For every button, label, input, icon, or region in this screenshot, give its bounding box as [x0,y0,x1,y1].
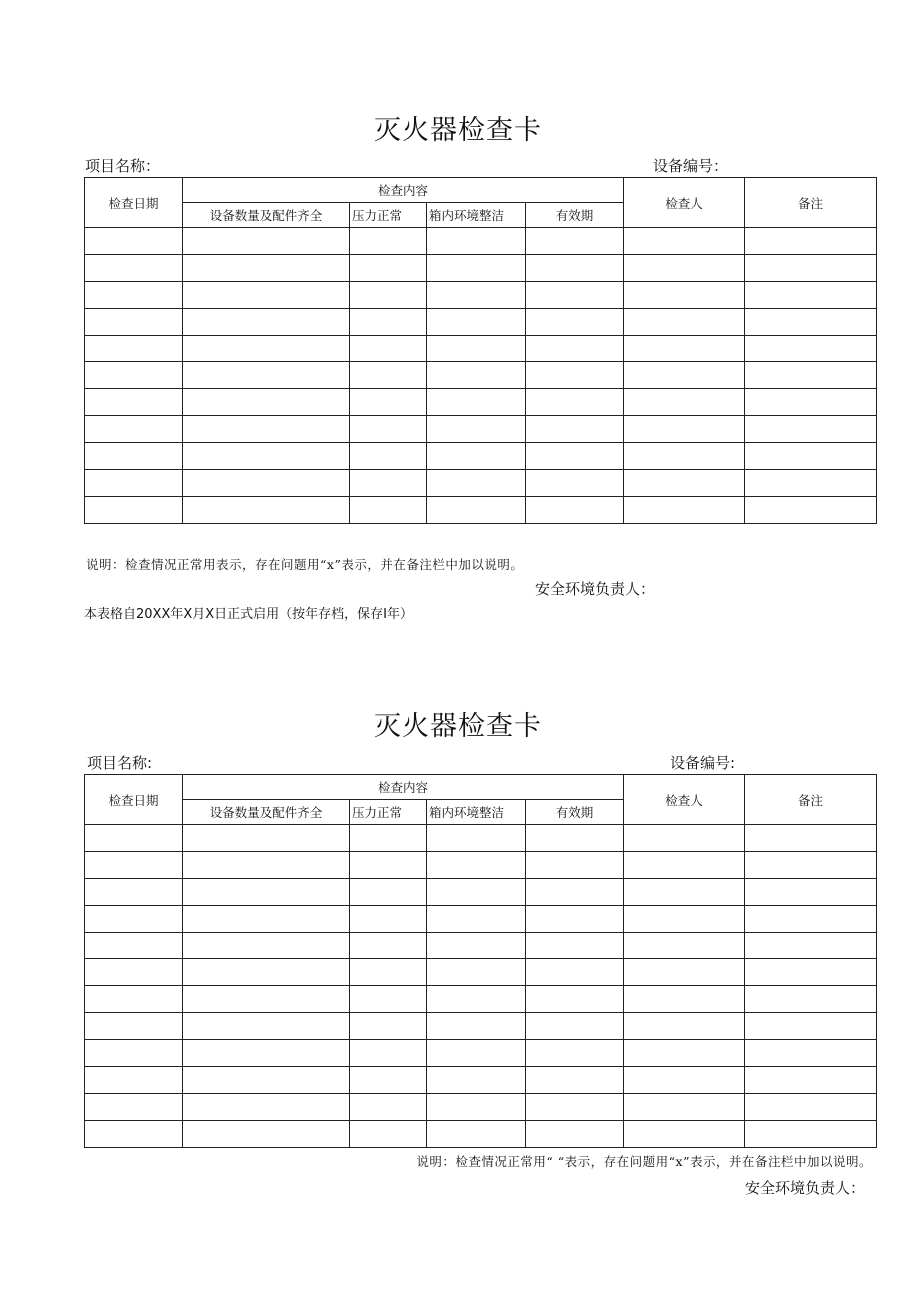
table-cell[interactable] [350,335,427,362]
table-cell[interactable] [427,362,526,389]
table-cell[interactable] [85,308,183,335]
table-cell[interactable] [526,335,624,362]
table-cell[interactable] [427,1120,526,1147]
table-cell[interactable] [745,362,877,389]
table-cell[interactable] [183,443,350,470]
table-row [85,281,877,308]
table-cell[interactable] [183,905,350,932]
table-row [85,254,877,281]
card-2-header-remark: 备注 [745,775,877,825]
table-cell[interactable] [183,416,350,443]
table-cell[interactable] [427,1013,526,1040]
card-1-table-body [85,228,877,524]
card-1-header-equipment-complete: 设备数量及配件齐全 [183,203,350,228]
table-cell[interactable] [745,986,877,1013]
table-cell[interactable] [85,281,183,308]
table-cell[interactable] [624,389,745,416]
table-cell[interactable] [526,308,624,335]
card-2-header-equipment-complete: 设备数量及配件齐全 [183,800,350,825]
table-cell[interactable] [624,443,745,470]
table-cell[interactable] [427,959,526,986]
table-cell[interactable] [624,1120,745,1147]
table-cell[interactable] [624,1093,745,1120]
card-2-equipment-number-label: 设备编号: [670,754,736,772]
table-cell[interactable] [350,254,427,281]
card-2-table-body [85,825,877,1148]
table-cell[interactable] [183,362,350,389]
table-cell[interactable] [624,825,745,852]
table-cell[interactable] [85,825,183,852]
table-cell[interactable] [745,851,877,878]
table-cell[interactable] [427,825,526,852]
table-cell[interactable] [526,389,624,416]
card-1-inspection-table [84,177,877,524]
table-cell[interactable] [183,986,350,1013]
table-cell[interactable] [745,308,877,335]
table-cell[interactable] [526,228,624,255]
table-cell[interactable] [745,335,877,362]
table-cell[interactable] [350,986,427,1013]
card-1-header-pressure-normal: 压力正常 [350,203,427,228]
table-cell[interactable] [427,416,526,443]
table-cell[interactable] [745,932,877,959]
table-cell[interactable] [745,825,877,852]
table-cell[interactable] [745,470,877,497]
table-cell[interactable] [85,389,183,416]
table-row [85,470,877,497]
table-cell[interactable] [427,308,526,335]
table-cell[interactable] [85,1093,183,1120]
table-cell[interactable] [85,1013,183,1040]
table-cell[interactable] [526,254,624,281]
card-1-responsible-label: 安全环境负责人： [535,580,656,598]
table-cell[interactable] [624,281,745,308]
table-cell[interactable] [350,905,427,932]
table-row [85,878,877,905]
table-cell[interactable] [624,254,745,281]
table-cell[interactable] [350,1120,427,1147]
table-cell[interactable] [624,851,745,878]
table-row [85,1093,877,1120]
table-cell[interactable] [745,496,877,523]
table-cell[interactable] [624,1013,745,1040]
table-cell[interactable] [85,878,183,905]
table-cell[interactable] [745,1120,877,1147]
table-cell[interactable] [427,496,526,523]
table-cell[interactable] [183,1093,350,1120]
table-cell[interactable] [526,281,624,308]
table-row [85,959,877,986]
table-cell[interactable] [526,1093,624,1120]
table-cell[interactable] [745,905,877,932]
table-cell[interactable] [350,959,427,986]
card-1-title: 灭火器检查卡 [374,115,542,146]
table-cell[interactable] [526,905,624,932]
table-cell[interactable] [526,443,624,470]
table-cell[interactable] [85,932,183,959]
table-cell[interactable] [183,254,350,281]
table-cell[interactable] [85,254,183,281]
table-cell[interactable] [624,470,745,497]
table-cell[interactable] [526,1013,624,1040]
table-cell[interactable] [350,470,427,497]
table-row [85,932,877,959]
table-cell[interactable] [85,1040,183,1067]
table-cell[interactable] [427,1040,526,1067]
table-cell[interactable] [183,389,350,416]
table-cell[interactable] [183,281,350,308]
table-cell[interactable] [624,986,745,1013]
table-cell[interactable] [526,932,624,959]
table-cell[interactable] [183,959,350,986]
table-cell[interactable] [526,878,624,905]
table-cell[interactable] [183,308,350,335]
card-2-inspection-table [84,774,877,1148]
table-cell[interactable] [85,416,183,443]
table-row [85,1067,877,1094]
card-1-header-box-clean: 箱内环境整洁 [427,203,526,228]
table-cell[interactable] [183,851,350,878]
table-cell[interactable] [745,1013,877,1040]
card-1-project-name-label: 项目名称： [85,157,161,175]
table-cell[interactable] [183,1120,350,1147]
table-cell[interactable] [624,416,745,443]
table-row [85,416,877,443]
table-cell[interactable] [85,335,183,362]
table-cell[interactable] [350,878,427,905]
card-2-title: 灭火器检查卡 [374,711,542,742]
table-cell[interactable] [183,932,350,959]
table-cell[interactable] [624,335,745,362]
table-cell[interactable] [526,362,624,389]
table-cell[interactable] [350,362,427,389]
table-cell[interactable] [350,932,427,959]
table-row [85,496,877,523]
table-cell[interactable] [745,228,877,255]
table-cell[interactable] [624,1067,745,1094]
table-cell[interactable] [745,281,877,308]
table-cell[interactable] [350,1093,427,1120]
table-row [85,905,877,932]
card-2-responsible-label: 安全环境负责人： [744,1179,865,1197]
table-row [85,986,877,1013]
table-cell[interactable] [85,1120,183,1147]
table-cell[interactable] [350,443,427,470]
table-row [85,389,877,416]
card-2-project-name-label: 项目名称: [87,754,153,772]
card-2-header-pressure-normal: 压力正常 [350,800,427,825]
table-cell[interactable] [745,254,877,281]
table-cell[interactable] [350,851,427,878]
table-cell[interactable] [350,825,427,852]
table-cell[interactable] [745,1093,877,1120]
card-2-header-content: 检查内容 [183,775,624,800]
table-cell[interactable] [183,1013,350,1040]
table-cell[interactable] [183,825,350,852]
table-cell[interactable] [745,878,877,905]
card-1-header-remark: 备注 [745,178,877,228]
table-cell[interactable] [427,281,526,308]
table-cell[interactable] [427,470,526,497]
card-1-equipment-number-label: 设备编号： [653,157,729,175]
table-cell[interactable] [183,228,350,255]
table-cell[interactable] [183,1040,350,1067]
table-cell[interactable] [427,389,526,416]
table-cell[interactable] [85,496,183,523]
table-cell[interactable] [624,308,745,335]
card-1-header-content: 检查内容 [183,178,624,203]
table-cell[interactable] [526,959,624,986]
table-cell[interactable] [526,1120,624,1147]
table-cell[interactable] [526,470,624,497]
table-row [85,308,877,335]
table-cell[interactable] [745,1067,877,1094]
table-cell[interactable] [624,905,745,932]
table-cell[interactable] [427,851,526,878]
table-cell[interactable] [427,1093,526,1120]
table-cell[interactable] [427,878,526,905]
table-cell[interactable] [85,228,183,255]
table-cell[interactable] [745,416,877,443]
table-cell[interactable] [526,851,624,878]
table-cell[interactable] [427,932,526,959]
table-cell[interactable] [85,1067,183,1094]
table-row [85,851,877,878]
table-row [85,335,877,362]
table-cell[interactable] [624,496,745,523]
card-2-header-date: 检查日期 [85,775,183,825]
card-1-enable-note: 本表格自20XX年X月X日正式启用（按年存档，保存I年） [84,607,413,622]
table-cell[interactable] [526,496,624,523]
table-cell[interactable] [350,281,427,308]
table-cell[interactable] [624,878,745,905]
table-cell[interactable] [526,986,624,1013]
table-row [85,1120,877,1147]
table-cell[interactable] [427,254,526,281]
table-cell[interactable] [183,878,350,905]
table-cell[interactable] [745,443,877,470]
table-cell[interactable] [427,986,526,1013]
card-2-instruction-note: 说明：检查情况正常用“ “表示，存在问题用“x”表示，并在备注栏中加以说明。 [416,1154,872,1169]
table-cell[interactable] [85,470,183,497]
table-cell[interactable] [624,959,745,986]
table-cell[interactable] [183,496,350,523]
table-cell[interactable] [526,1067,624,1094]
table-cell[interactable] [427,1067,526,1094]
table-row [85,443,877,470]
table-row [85,1040,877,1067]
table-cell[interactable] [350,1013,427,1040]
table-cell[interactable] [85,905,183,932]
table-cell[interactable] [526,416,624,443]
table-cell[interactable] [745,1040,877,1067]
table-cell[interactable] [526,825,624,852]
table-cell[interactable] [350,1067,427,1094]
table-cell[interactable] [183,1067,350,1094]
table-row [85,1013,877,1040]
table-cell[interactable] [183,470,350,497]
table-cell[interactable] [85,443,183,470]
table-row [85,362,877,389]
table-cell[interactable] [745,389,877,416]
card-1-header-inspector: 检查人 [624,178,745,228]
table-cell[interactable] [427,228,526,255]
table-cell[interactable] [350,389,427,416]
table-cell[interactable] [350,496,427,523]
table-cell[interactable] [350,308,427,335]
table-cell[interactable] [427,905,526,932]
table-cell[interactable] [85,362,183,389]
card-2-header-validity: 有效期 [526,800,624,825]
table-cell[interactable] [624,362,745,389]
table-cell[interactable] [526,1040,624,1067]
table-cell[interactable] [624,228,745,255]
table-row [85,825,877,852]
card-1-header-date: 检查日期 [85,178,183,228]
table-cell[interactable] [85,959,183,986]
table-cell[interactable] [427,443,526,470]
table-cell[interactable] [427,335,526,362]
card-2-header-inspector: 检查人 [624,775,745,825]
table-cell[interactable] [745,959,877,986]
table-row [85,228,877,255]
card-2-header-box-clean: 箱内环境整洁 [427,800,526,825]
table-cell[interactable] [350,1040,427,1067]
table-cell[interactable] [350,228,427,255]
table-cell[interactable] [624,932,745,959]
card-1-instruction-note: 说明：检查情况正常用表示，存在问题用“x”表示，并在备注栏中加以说明。 [86,557,524,572]
table-cell[interactable] [350,416,427,443]
table-cell[interactable] [624,1040,745,1067]
table-cell[interactable] [85,851,183,878]
table-cell[interactable] [183,335,350,362]
card-1-header-validity: 有效期 [526,203,624,228]
table-cell[interactable] [85,986,183,1013]
